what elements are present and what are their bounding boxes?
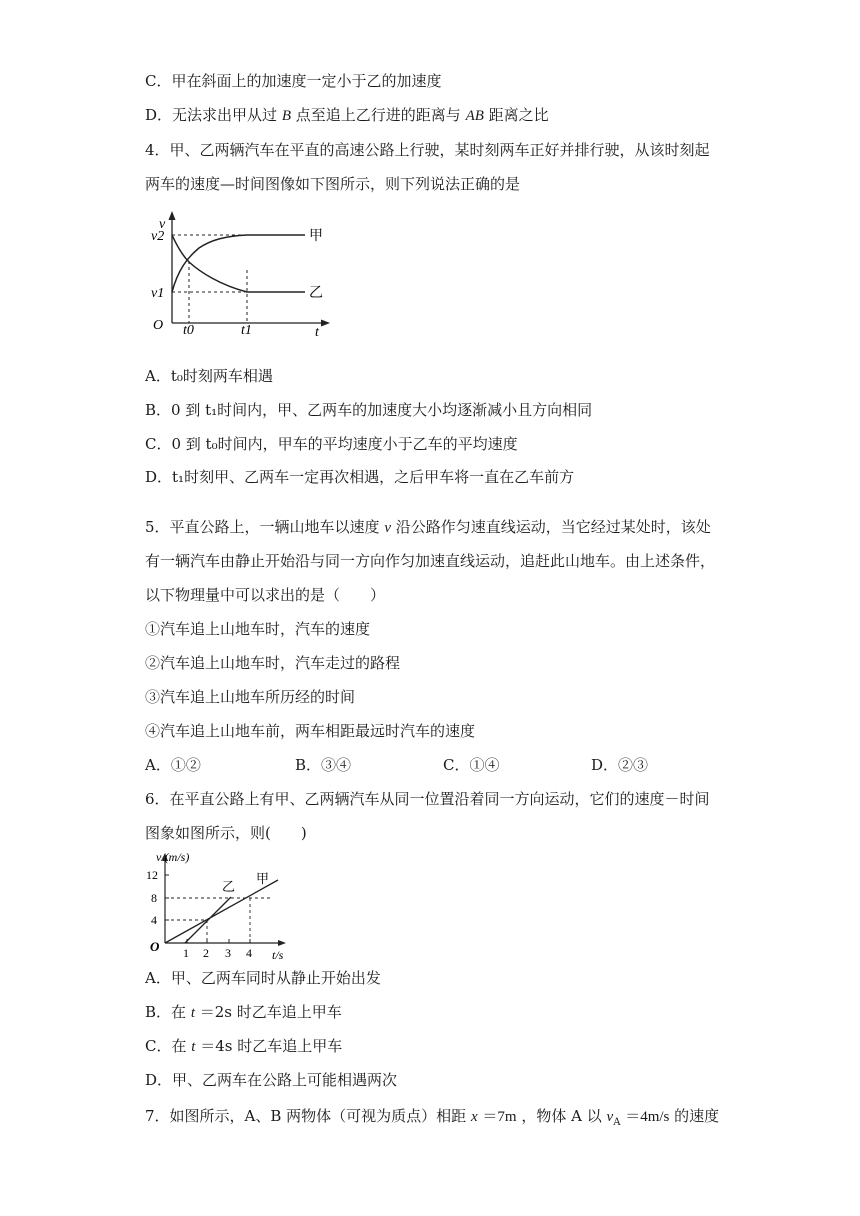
q7-stem-line-1 — [145, 1106, 719, 1133]
q6-y-tick-8: 8 — [151, 891, 157, 905]
q6-option-b-text-2: ＝2s 时乙车追上甲车 — [199, 1003, 342, 1021]
q4-stem-line-1: 4．甲、乙两辆汽车在平直的高速公路上行驶，某时刻两车正好并排行驶，从该时刻起 — [145, 141, 710, 159]
q6-stem-line-2: 图象如图所示，则( ) — [145, 824, 307, 842]
q3-option-d — [145, 105, 549, 126]
q6-x-tick-2: 2 — [203, 946, 209, 960]
q6-vt-graph — [140, 849, 300, 964]
q4-v1-label: v1 — [151, 286, 165, 301]
q4-origin-label: O — [153, 318, 164, 333]
q7-stem-distance: ＝7m — [482, 1109, 517, 1125]
q6-option-b — [145, 1002, 342, 1023]
q5-stem-line-2: 有一辆汽车由静止开始沿与同一方向作匀加速直线运动，追赶此山地车。由上述条件， — [145, 552, 716, 570]
q3-option-d-text-2: 点至追上乙行进的距离与 — [295, 106, 461, 124]
q6-jia-label: 甲 — [256, 871, 270, 886]
q7-stem-x: x — [470, 1109, 478, 1125]
q3-option-d-text-3: 距离之比 — [488, 106, 549, 124]
q4-option-b: B．0 到 t₁时间内，甲、乙两车的加速度大小均逐渐减小且方向相同 — [145, 401, 593, 419]
q7-stem-speed: ＝4m/s — [625, 1109, 670, 1125]
q6-yi-label: 乙 — [222, 879, 236, 894]
q5-option-b: B．③④ — [295, 756, 352, 774]
q4-v2-label: v2 — [151, 229, 165, 244]
q7-stem-v: v — [606, 1109, 614, 1125]
q6-x-tick-4: 4 — [246, 946, 252, 960]
q5-item-2: ②汽车追上山地车时，汽车走过的路程 — [145, 654, 401, 672]
q6-option-c — [145, 1036, 342, 1057]
q4-yi-label: 乙 — [309, 286, 323, 301]
q6-x-axis-label: t/s — [272, 948, 284, 962]
q5-item-1: ①汽车追上山地车时，汽车的速度 — [145, 620, 371, 638]
q7-stem-text-1: 7．如图所示，A、B 两物体（可视为质点）相距 — [145, 1107, 467, 1125]
q6-option-b-t: t — [190, 1005, 195, 1021]
q4-v-axis-label: v — [159, 217, 166, 232]
q6-stem-line-1: 6．在平直公路上有甲、乙两辆汽车从同一位置沿着同一方向运动，它们的速度－时间 — [145, 790, 710, 808]
q4-option-d: D．t₁时刻甲、乙两车一定再次相遇，之后甲车将一直在乙车前方 — [145, 468, 575, 486]
q4-option-c: C．0 到 t₀时间内，甲车的平均速度小于乙车的平均速度 — [145, 435, 518, 453]
q3-option-c: C．甲在斜面上的加速度一定小于乙的加速度 — [145, 72, 442, 90]
q7-stem-text-3: 的速度 — [674, 1107, 720, 1125]
q4-t1-label: t1 — [241, 323, 252, 338]
q6-option-b-text-1: B．在 — [145, 1003, 187, 1021]
q6-origin-label: O — [150, 939, 160, 954]
q5-item-4: ④汽车追上山地车前，两车相距最远时汽车的速度 — [145, 722, 476, 740]
q5-option-d: D．②③ — [591, 756, 649, 774]
q4-jia-label: 甲 — [309, 229, 323, 244]
q3-option-d-segment-ab: AB — [465, 108, 484, 124]
q6-option-c-text-1: C．在 — [145, 1037, 187, 1055]
q5-stem-line-3: 以下物理量中可以求出的是（ ） — [145, 586, 386, 604]
q6-option-c-t: t — [191, 1039, 196, 1055]
q4-t-axis-label: t — [315, 325, 319, 338]
q5-option-c: C．①④ — [443, 756, 500, 774]
q6-y-tick-12: 12 — [146, 868, 158, 882]
q6-option-c-text-2: ＝4s 时乙车追上甲车 — [200, 1037, 343, 1055]
q6-x-tick-1: 1 — [183, 946, 189, 960]
q7-stem-text-2: ，物体 A 以 — [521, 1107, 602, 1125]
q5-stem-text-2: 沿公路作匀速直线运动，当它经过某处时，该处 — [395, 518, 711, 536]
q3-option-d-text-1: D．无法求出甲从过 — [145, 106, 278, 124]
q6-option-a: A．甲、乙两车同时从静止开始出发 — [145, 969, 381, 987]
q6-x-tick-3: 3 — [225, 946, 231, 960]
q6-y-axis-label: v/(m/s) — [156, 850, 190, 864]
q4-vt-graph — [145, 208, 345, 338]
q7-stem-v-subscript: A — [613, 1117, 621, 1128]
q4-t0-label: t0 — [183, 323, 194, 338]
q6-y-tick-4: 4 — [151, 913, 157, 927]
q3-option-d-point-b: B — [281, 108, 291, 124]
q5-option-a: A．①② — [145, 756, 201, 774]
q6-option-d: D．甲、乙两车在公路上可能相遇两次 — [145, 1071, 398, 1089]
q4-stem-line-2: 两车的速度—时间图像如下图所示，则下列说法正确的是 — [145, 175, 521, 193]
q5-stem-text-1: 5．平直公路上，一辆山地车以速度 — [145, 518, 380, 536]
q5-item-3: ③汽车追上山地车所历经的时间 — [145, 688, 356, 706]
q4-option-a: A．t₀时刻两车相遇 — [145, 367, 273, 385]
q5-stem-velocity: v — [384, 520, 391, 536]
q5-stem-line-1 — [145, 517, 711, 538]
